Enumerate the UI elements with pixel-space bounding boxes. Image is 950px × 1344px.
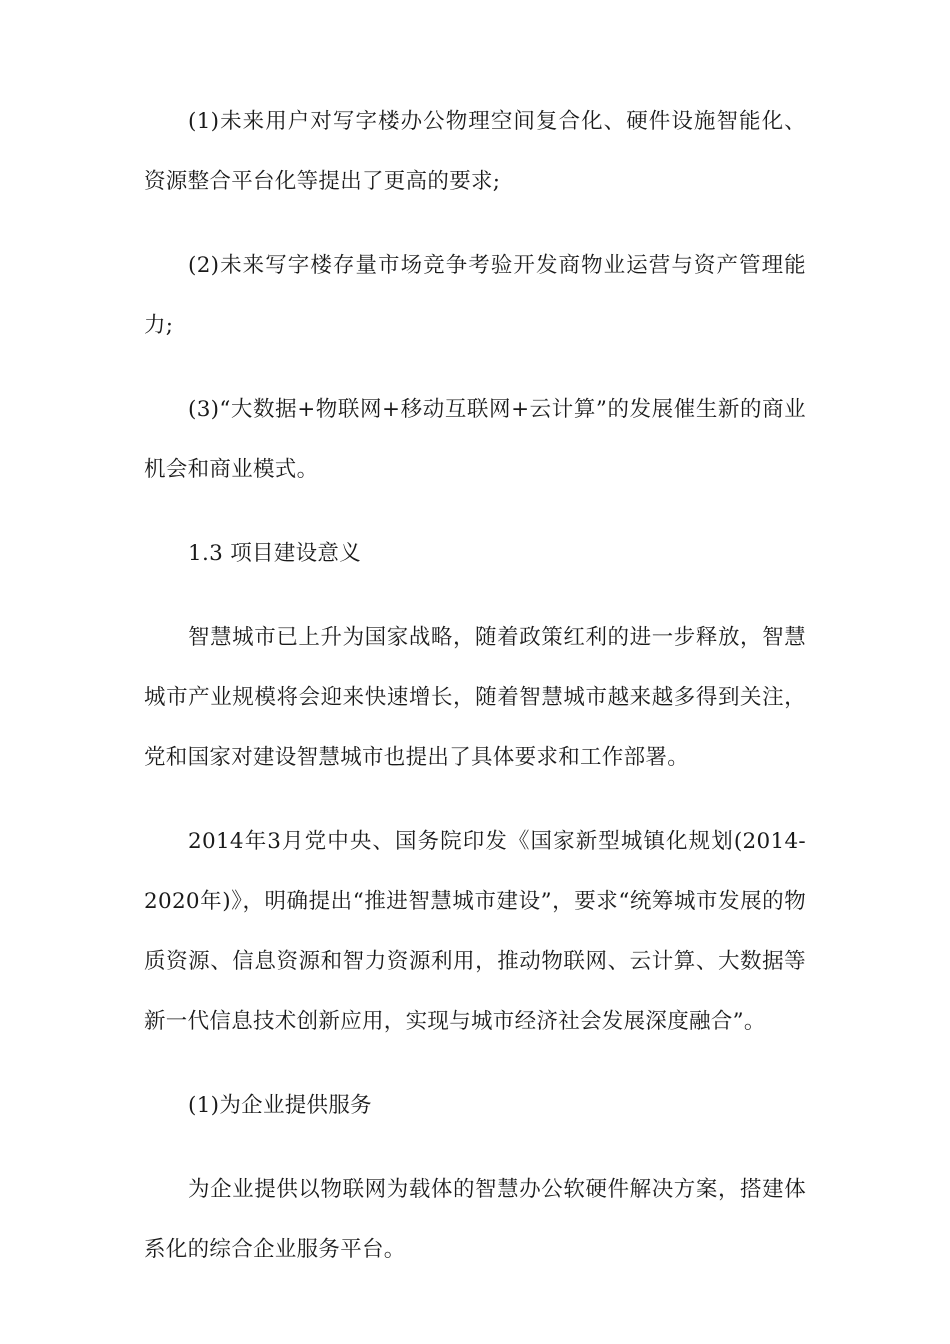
paragraph-smart-city-strategy: 智慧城市已上升为国家战略，随着政策红利的进一步释放，智慧城市产业规模将会迎来快速增长，随着智慧城市越来越多得到关注，党和国家对建设智慧城市也提出了具体要求和工作部署。 [144,625,806,770]
paragraph-enterprise-solution: 为企业提供以物联网为载体的智慧办公软硬件解决方案，搭建体系化的综合企业服务平台。 [144,1177,806,1262]
paragraph-requirement-2: (2)未来写字楼存量市场竞争考验开发商物业运营与资产管理能力; [144,253,806,338]
paragraph-urbanization-plan: 2014年3月党中央、国务院印发《国家新型城镇化规划(2014-2020年)》，明确提出“推进智慧城市建设”，要求“统筹城市发展的物质资源、信息资源和智力资源利用，推动物联网、云计算、大数据等新一代信息技术创新应用，实现与城市经济社会发展深度融合”。 [144,829,806,1034]
section-heading-1-3: 1.3 项目建设意义 [188,541,362,566]
paragraph-requirement-1: (1)未来用户对写字楼办公物理空间复合化、硬件设施智能化、资源整合平台化等提出了更高的要求; [144,109,806,194]
subheading-enterprise-service: (1)为企业提供服务 [188,1093,372,1118]
document-body [144,92,806,1304]
paragraph-requirement-3: (3)“大数据+物联网+移动互联网+云计算”的发展催生新的商业机会和商业模式。 [144,397,806,482]
